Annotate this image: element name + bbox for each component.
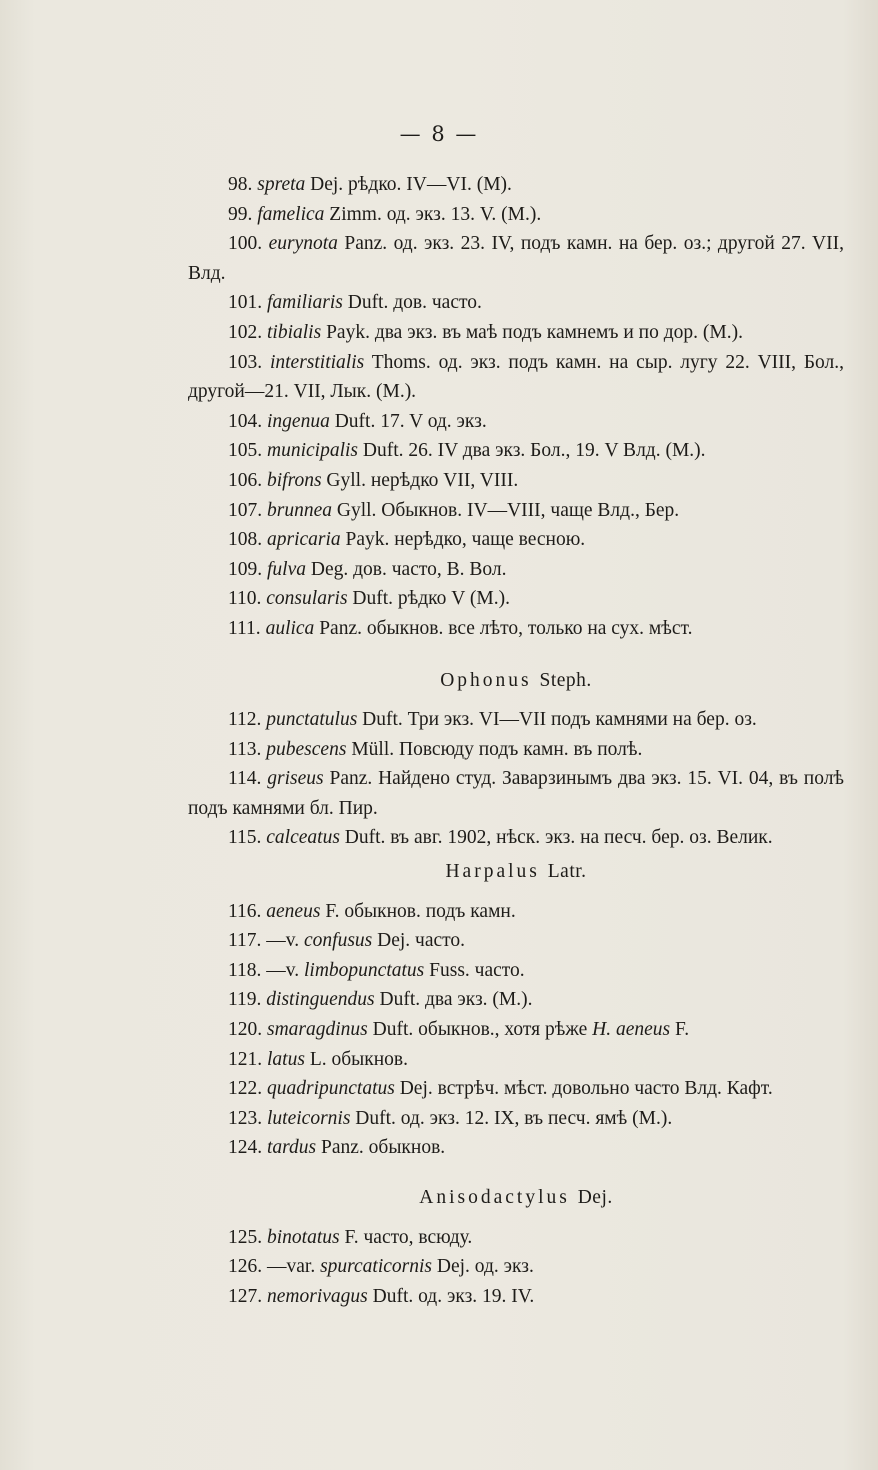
- species-name: ingenua: [267, 410, 330, 432]
- species-name: spurcaticornis: [320, 1256, 433, 1278]
- variety-prefix: —var.: [267, 1256, 316, 1278]
- species-entry: [188, 735, 844, 765]
- species-entry: [188, 1015, 844, 1045]
- entry-text: Panz. обыкнов. все лѣто, только на сух. мѣст.: [319, 617, 693, 639]
- species-entry: [188, 584, 844, 614]
- entry-text: Gyll. Обыкнов. IV—VIII, чаще Влд., Бер.: [336, 499, 680, 521]
- species-name: fulva: [267, 558, 306, 580]
- entry-number: 112.: [228, 709, 262, 731]
- species-entry: [188, 1045, 844, 1075]
- entry-text: Zimm. од. экз. 13. V. (M.).: [329, 203, 542, 225]
- entry-text: Payk. два экз. въ маѣ подъ камнемъ и по дор. (M.).: [326, 321, 743, 343]
- entry-text: Gyll. нерѣдко VII, VIII.: [326, 469, 519, 491]
- species-list-section-2: [188, 705, 844, 853]
- species-name: apricaria: [267, 529, 341, 551]
- species-name: tibialis: [267, 321, 322, 343]
- entry-text: Fuss. часто.: [429, 959, 525, 981]
- species-name: consularis: [266, 588, 348, 610]
- entry-number: 106.: [228, 469, 263, 491]
- entry-text: Duft. въ авг. 1902, нѣск. экз. на песч. бер. оз. Велик.: [344, 827, 773, 849]
- species-entry: [188, 229, 844, 288]
- species-list-section-4: [188, 1223, 844, 1312]
- entry-number: 111.: [228, 617, 261, 639]
- species-name: nemorivagus: [267, 1285, 368, 1307]
- entry-text: Duft. Три экз. VI—VII подъ камнями на бер. оз.: [362, 709, 757, 731]
- species-entry: [188, 956, 844, 986]
- entry-text: Panz. Найдено студ. Заварзинымъ два экз. 15. VI. 04, въ полѣ подъ камнями бл. Пир.: [188, 768, 845, 819]
- entry-number: 123.: [228, 1107, 263, 1129]
- entry-text: F. обыкнов. подъ камн.: [325, 900, 516, 922]
- entry-number: 116.: [228, 900, 262, 922]
- species-name: eurynota: [268, 233, 338, 255]
- genus-heading-ophonus: [188, 666, 844, 696]
- species-name: griseus: [267, 768, 324, 790]
- entry-number: 99.: [228, 203, 253, 225]
- species-entry: [188, 1223, 844, 1253]
- entry-number: 104.: [228, 410, 263, 432]
- species-name: familiaris: [267, 292, 343, 314]
- species-name: luteicornis: [267, 1107, 351, 1129]
- entry-number: 100.: [228, 233, 263, 255]
- entry-text: Duft. рѣдко V (M.).: [352, 588, 510, 610]
- species-entry: [188, 1133, 844, 1163]
- entry-text: Payk. нерѣдко, чаще весною.: [345, 529, 586, 551]
- genus-name: Harpalus: [445, 861, 540, 883]
- species-entry: [188, 1074, 844, 1104]
- entry-number: 103.: [228, 351, 263, 373]
- entry-text: Duft. дов. часто.: [347, 292, 482, 314]
- species-name: calceatus: [266, 827, 340, 849]
- entry-text: Duft. 17. V од. экз.: [334, 410, 487, 432]
- entry-text: Dej. рѣдко. IV—VI. (M).: [310, 174, 512, 195]
- species-entry: [188, 764, 844, 823]
- species-name: spreta: [257, 174, 306, 195]
- species-entry: [188, 614, 844, 644]
- species-list-section-3: [188, 897, 844, 1163]
- species-name-secondary: H. aeneus: [592, 1019, 671, 1041]
- species-name: brunnea: [267, 499, 332, 521]
- species-name: interstitialis: [269, 351, 365, 373]
- entry-number: 122.: [228, 1078, 263, 1100]
- entry-number: 125.: [228, 1226, 263, 1248]
- entry-number: 115.: [228, 827, 262, 849]
- entry-text: F. часто, всюду.: [344, 1226, 473, 1248]
- species-name: distinguendus: [266, 989, 375, 1011]
- species-name: aulica: [265, 617, 315, 639]
- species-entry: [188, 525, 844, 555]
- entry-text-secondary: F.: [674, 1019, 690, 1041]
- entry-text: Dej. часто.: [377, 930, 466, 952]
- entry-number: 118.: [228, 959, 262, 981]
- species-name: quadripunctatus: [267, 1078, 395, 1100]
- entry-number: 119.: [228, 989, 262, 1011]
- genus-heading-harpalus: [188, 857, 844, 887]
- species-list-section-1: [188, 170, 844, 644]
- entry-number: 121.: [228, 1048, 263, 1070]
- species-name: bifrons: [267, 469, 322, 491]
- entry-text: L. обыкнов.: [309, 1048, 408, 1070]
- species-entry: [188, 496, 844, 526]
- species-name: famelica: [257, 203, 325, 225]
- species-name: municipalis: [267, 440, 358, 462]
- page-number: — 8 —: [399, 122, 479, 146]
- species-entry: [188, 436, 844, 466]
- entry-text: Dej. встрѣч. мѣст. довольно часто Влд. Кафт.: [399, 1078, 773, 1100]
- species-entry: [188, 170, 844, 200]
- entry-number: 114.: [228, 768, 262, 790]
- species-name: tardus: [267, 1137, 317, 1159]
- entry-number: 108.: [228, 529, 263, 551]
- entry-number: 102.: [228, 321, 263, 343]
- entry-text: Thoms. од. экз. подъ камн. на сыр. лугу 22. VIII, Бол., другой—21. VII, Лык. (M.).: [188, 351, 845, 403]
- species-entry: [188, 823, 844, 853]
- species-name: latus: [267, 1048, 305, 1070]
- species-entry: [188, 926, 844, 956]
- species-entry: [188, 348, 844, 407]
- species-entry: [188, 897, 844, 927]
- genus-author: Latr.: [547, 861, 587, 883]
- entry-text: Müll. Повсюду подъ камн. въ полѣ.: [351, 738, 643, 760]
- species-name: punctatulus: [266, 709, 358, 731]
- species-name: confusus: [304, 930, 373, 952]
- entry-number: 113.: [228, 738, 262, 760]
- species-entry: [188, 1252, 844, 1282]
- species-name: smaragdinus: [267, 1019, 368, 1041]
- entry-text: Panz. од. экз. 23. IV, подъ камн. на бер. оз.; другой 27. VII, Влд.: [188, 233, 845, 284]
- entry-number: 124.: [228, 1137, 263, 1159]
- species-entry: [188, 200, 844, 230]
- variety-prefix: —v.: [266, 930, 300, 952]
- genus-name: Anisodactylus: [419, 1187, 570, 1208]
- entry-text: Duft. обыкнов., хотя рѣже: [372, 1019, 588, 1041]
- entry-text: Duft. 26. IV два экз. Бол., 19. V Влд. (M.).: [362, 440, 706, 462]
- entry-text: Duft. од. экз. 12. IX, въ песч. ямѣ (M.).: [355, 1107, 673, 1129]
- entry-number: 120.: [228, 1019, 263, 1041]
- species-entry: [188, 288, 844, 318]
- species-entry: [188, 407, 844, 437]
- species-entry: [188, 466, 844, 496]
- entry-text: Duft. два экз. (M.).: [379, 989, 533, 1011]
- entry-number: 98.: [228, 174, 253, 195]
- species-entry: [188, 1282, 844, 1312]
- entry-number: 117.: [228, 930, 262, 952]
- entry-text: Dej. од. экз.: [436, 1256, 534, 1278]
- entry-number: 109.: [228, 558, 263, 580]
- entry-text: Duft. од. экз. 19. IV.: [372, 1285, 535, 1307]
- species-name: limbopunctatus: [304, 959, 425, 981]
- entry-text: Deg. дов. часто, В. Вол.: [310, 558, 507, 580]
- species-entry: [188, 1104, 844, 1134]
- entry-number: 107.: [228, 499, 263, 521]
- species-entry: [188, 985, 844, 1015]
- entry-text: Panz. обыкнов.: [321, 1137, 446, 1159]
- entry-number: 101.: [228, 292, 263, 314]
- entry-number: 105.: [228, 440, 263, 462]
- species-name: aeneus: [266, 900, 321, 922]
- species-entry: [188, 705, 844, 735]
- species-entry: [188, 318, 844, 348]
- entry-number: 126.: [228, 1256, 263, 1278]
- species-name: pubescens: [266, 738, 347, 760]
- genus-heading-anisodactylus: [188, 1183, 844, 1213]
- entry-number: 127.: [228, 1285, 263, 1307]
- entry-number: 110.: [228, 588, 262, 610]
- species-entry: [188, 555, 844, 585]
- genus-author: Dej.: [577, 1187, 613, 1208]
- variety-prefix: —v.: [266, 959, 300, 981]
- species-name: binotatus: [267, 1226, 340, 1248]
- genus-name: Ophonus: [440, 669, 532, 691]
- page-content: [188, 170, 844, 1311]
- genus-author: Steph.: [539, 669, 592, 691]
